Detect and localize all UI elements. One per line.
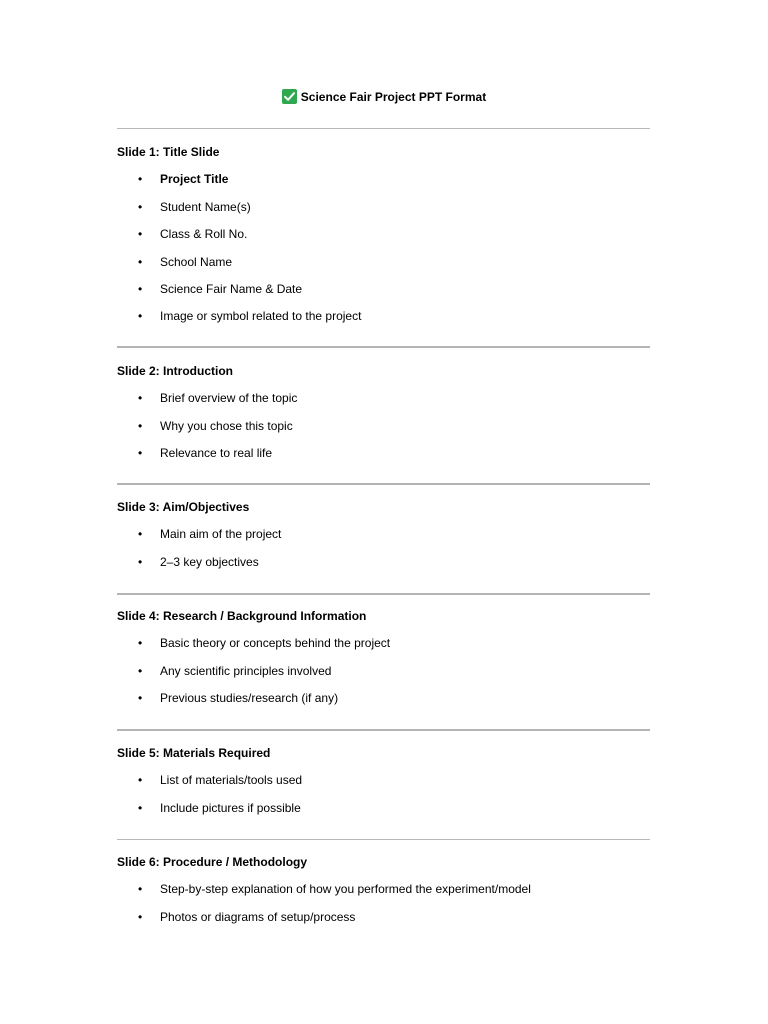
section-slide-1 <box>117 144 677 324</box>
list-item <box>117 679 677 706</box>
bullet-list <box>117 379 677 461</box>
list-item-text: Science Fair Name & Date <box>160 281 303 296</box>
list-item <box>117 242 677 269</box>
section-heading: Slide 4: Research / Background Information <box>117 609 367 623</box>
list-item <box>117 897 677 924</box>
bullet-icon: • <box>138 773 143 788</box>
bullet-icon: • <box>138 636 143 651</box>
section-slide-2 <box>117 363 677 461</box>
list-item <box>117 651 677 678</box>
list-item <box>117 542 677 569</box>
list-item-text: Main aim of the project <box>160 527 282 542</box>
page-title-text: Science Fair Project PPT Format <box>300 90 487 104</box>
list-item <box>117 624 677 651</box>
list-item <box>117 187 677 214</box>
list-item-text: List of materials/tools used <box>160 773 303 788</box>
list-item-text: Previous studies/research (if any) <box>160 691 339 706</box>
bullet-icon: • <box>138 663 143 678</box>
list-item-text: Step-by-step explanation of how you performed the experiment/model <box>160 882 531 897</box>
list-item-text: Photos or diagrams of setup/process <box>160 909 356 924</box>
list-item <box>117 515 677 542</box>
page-title <box>0 88 768 106</box>
list-item <box>117 270 677 297</box>
divider <box>117 729 650 731</box>
list-item-text: Class & Roll No. <box>160 227 248 242</box>
section-slide-4 <box>117 608 677 706</box>
section-heading: Slide 1: Title Slide <box>117 145 220 159</box>
section-heading: Slide 6: Procedure / Methodology <box>117 855 308 869</box>
section-slide-6 <box>117 854 677 925</box>
list-item-text: School Name <box>160 254 233 269</box>
list-item-text: Image or symbol related to the project <box>160 309 362 324</box>
check-mark-icon <box>282 89 297 104</box>
list-item <box>117 297 677 324</box>
list-item-text: Student Name(s) <box>160 199 251 214</box>
bullet-list <box>117 761 677 816</box>
bullet-icon: • <box>138 391 143 406</box>
divider <box>117 593 650 595</box>
bullet-icon: • <box>138 199 143 214</box>
divider <box>117 839 650 840</box>
bullet-icon: • <box>138 254 143 269</box>
divider <box>117 346 650 348</box>
bullet-icon: • <box>138 172 143 187</box>
bullet-icon: • <box>138 527 143 542</box>
bullet-icon: • <box>138 227 143 242</box>
divider <box>117 128 650 129</box>
list-item <box>117 215 677 242</box>
section-slide-3 <box>117 499 677 570</box>
bullet-list <box>117 515 677 570</box>
bullet-icon: • <box>138 446 143 461</box>
bullet-icon: • <box>138 281 143 296</box>
section-heading: Slide 3: Aim/Objectives <box>117 500 250 514</box>
list-item <box>117 434 677 461</box>
bullet-icon: • <box>138 418 143 433</box>
bullet-icon: • <box>138 691 143 706</box>
section-heading: Slide 2: Introduction <box>117 364 233 378</box>
bullet-icon: • <box>138 309 143 324</box>
list-item <box>117 160 677 187</box>
list-item-text: Include pictures if possible <box>160 800 301 815</box>
section-slide-5 <box>117 745 677 816</box>
list-item <box>117 870 677 897</box>
list-item <box>117 379 677 406</box>
bullet-icon: • <box>138 554 143 569</box>
list-item-text: Brief overview of the topic <box>160 391 298 406</box>
section-heading: Slide 5: Materials Required <box>117 746 271 760</box>
list-item <box>117 788 677 815</box>
bullet-list <box>117 624 677 706</box>
list-item-text: 2–3 key objectives <box>160 554 259 569</box>
bullet-list <box>117 870 677 925</box>
list-item-text: Any scientific principles involved <box>160 663 332 678</box>
list-item-text: Basic theory or concepts behind the project <box>160 636 391 651</box>
bullet-icon: • <box>138 882 143 897</box>
bullet-icon: • <box>138 800 143 815</box>
list-item-text: Relevance to real life <box>160 446 273 461</box>
list-item <box>117 761 677 788</box>
divider <box>117 483 650 485</box>
list-item-text: Project Title <box>160 172 229 187</box>
bullet-list <box>117 160 677 324</box>
list-item <box>117 406 677 433</box>
bullet-icon: • <box>138 909 143 924</box>
list-item-text: Why you chose this topic <box>160 418 293 433</box>
